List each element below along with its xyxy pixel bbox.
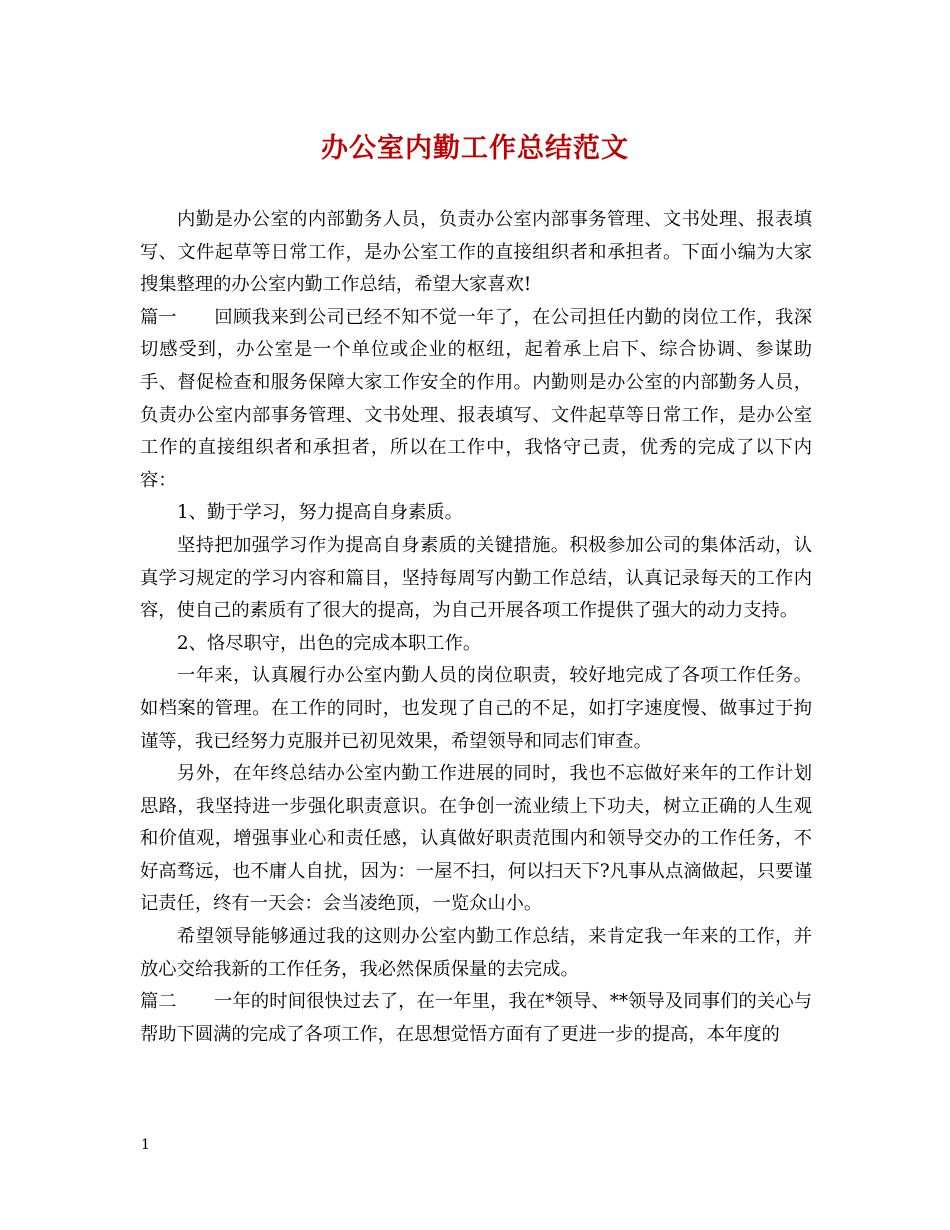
document-title: 办公室内勤工作总结范文	[321, 133, 629, 164]
intro-paragraph: 内勤是办公室的内部勤务人员，负责办公室内部事务管理、文书处理、报表填写、文件起草等日常工作，是办公室工作的直接组织者和承担者。下面小编为大家搜集整理的办公室内勤工作总结，希望大家喜欢!	[140, 209, 812, 296]
chapter-two-paragraph	[140, 986, 812, 1051]
section-heading-1: 1、勤于学习，努力提高自身素质。	[177, 502, 463, 524]
section-heading-2: 2、恪尽职守，出色的完成本职工作。	[177, 632, 482, 654]
body-paragraph-1: 坚持把加强学习作为提高自身素质的关键措施。积极参加公司的集体活动，认真学习规定的学习内容和篇目，坚持每周写内勤工作总结，认真记录每天的工作内容，使自己的素质有了很大的提高，为自己开展各项工作提供了强大的动力支持。	[140, 534, 812, 622]
chapter-one-text: 回顾我来到公司已经不知不觉一年了，在公司担任内勤的岗位工作，我深切感受到，办公室是一个单位或企业的枢纽，起着承上启下、综合协调、参谋助手、督促检查和服务保障大家工作安全的作用。内勤则是办公室的内部勤务人员，负责办公室内部事务管理、文书处理、报表填写、文件起草等日常工作，是办公室工作的直接组织者和承担者，所以在工作中，我恪守己责，优秀的完成了以下内容：	[140, 306, 812, 491]
chapter-one-paragraph	[140, 302, 812, 498]
document-body	[140, 204, 812, 1051]
page-number: 1	[141, 1137, 150, 1153]
chapter-two-text: 一年的时间很快过去了，在一年里，我在*领导、**领导及同事们的关心与帮助下圆满的完成了各项工作，在思想觉悟方面有了更进一步的提高，本年度的	[140, 991, 812, 1045]
body-paragraph-3: 另外，在年终总结办公室内勤工作进展的同时，我也不忘做好来年的工作计划思路，我坚持进一步强化职责意识。在争创一流业绩上下功夫，树立正确的人生观和价值观，增强事业心和责任感，认真做好职责范围内和领导交办的工作任务，不好高骛远，也不庸人自扰，因为：一屋不扫，何以扫天下?凡事从点滴做起，只要谨记责任，终有一天会：会当凌绝顶，一览众山小。	[140, 763, 812, 915]
chapter-two-label: 篇二	[140, 991, 177, 1013]
chapter-one-label: 篇一	[140, 306, 177, 328]
body-paragraph-4: 希望领导能够通过我的这则办公室内勤工作总结，来肯定我一年来的工作，并放心交给我新的工作任务，我必然保质保量的去完成。	[140, 926, 812, 980]
body-paragraph-2: 一年来，认真履行办公室内勤人员的岗位职责，较好地完成了各项工作任务。如档案的管理。在工作的同时，也发现了自己的不足，如打字速度慢、做事过于拘谨等，我已经努力克服并已初见效果，希望领导和同志们审查。	[140, 665, 812, 752]
